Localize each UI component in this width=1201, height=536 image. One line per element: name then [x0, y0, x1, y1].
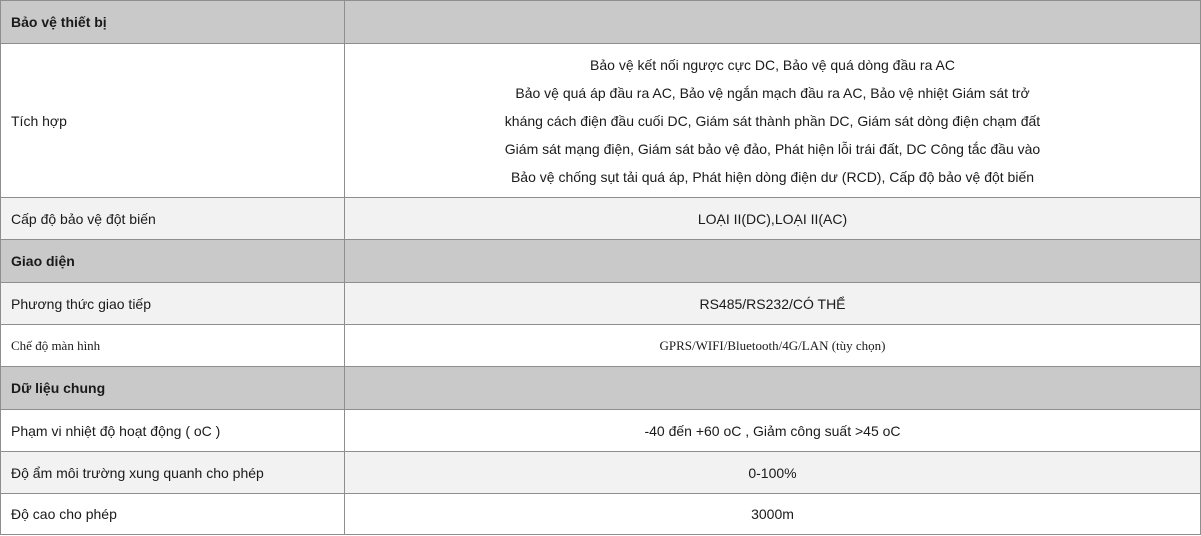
- table-row-comm: [1, 283, 1201, 325]
- row-value: 3000m: [345, 494, 1201, 535]
- row-value: 0-100%: [345, 452, 1201, 494]
- row-value: [345, 44, 1201, 198]
- value-line: Giám sát mạng điện, Giám sát bảo vệ đảo, Phát hiện lỗi trái đất, DC Công tắc đầu vào: [504, 140, 1041, 157]
- row-value: LOẠI II(DC),LOẠI II(AC): [345, 198, 1201, 240]
- value-line: Bảo vệ chống sụt tải quá áp, Phát hiện dòng điện dư (RCD), Cấp độ bảo vệ đột biến: [510, 168, 1035, 185]
- section-empty-cell: [345, 1, 1201, 44]
- table-row-humidity: [1, 452, 1201, 494]
- table-row-altitude: [1, 494, 1201, 535]
- row-label: Chế độ màn hình: [1, 325, 345, 367]
- section-title: Dữ liệu chung: [1, 367, 345, 410]
- table-row-temperature: [1, 410, 1201, 452]
- row-label: Tích hợp: [1, 44, 345, 198]
- row-value: GPRS/WIFI/Bluetooth/4G/LAN (tùy chọn): [345, 325, 1201, 367]
- row-label: Độ ẩm môi trường xung quanh cho phép: [1, 452, 345, 494]
- section-title: Giao diện: [1, 240, 345, 283]
- table-row-integrated: [1, 44, 1201, 198]
- section-title: Bảo vệ thiết bị: [1, 1, 345, 44]
- value-line: kháng cách điện đầu cuối DC, Giám sát thành phần DC, Giám sát dòng điện chạm đất: [504, 112, 1041, 129]
- section-empty-cell: [345, 367, 1201, 410]
- row-value: -40 đến +60 oC , Giảm công suất >45 oC: [345, 410, 1201, 452]
- row-label: Độ cao cho phép: [1, 494, 345, 535]
- value-line: Bảo vệ kết nối ngược cực DC, Bảo vệ quá dòng đầu ra AC: [590, 56, 955, 73]
- section-row-general: [1, 367, 1201, 410]
- row-label: Cấp độ bảo vệ đột biến: [1, 198, 345, 240]
- row-label: Phạm vi nhiệt độ hoạt động ( oC ): [1, 410, 345, 452]
- row-label: Phương thức giao tiếp: [1, 283, 345, 325]
- value-line: Bảo vệ quá áp đầu ra AC, Bảo vệ ngắn mạch đầu ra AC, Bảo vệ nhiệt Giám sát trở: [515, 84, 1030, 101]
- table-row-surge: [1, 198, 1201, 240]
- row-value: RS485/RS232/CÓ THỂ: [345, 283, 1201, 325]
- section-empty-cell: [345, 240, 1201, 283]
- table-row-display: [1, 325, 1201, 367]
- section-row-protection: [1, 1, 1201, 44]
- section-row-interface: [1, 240, 1201, 283]
